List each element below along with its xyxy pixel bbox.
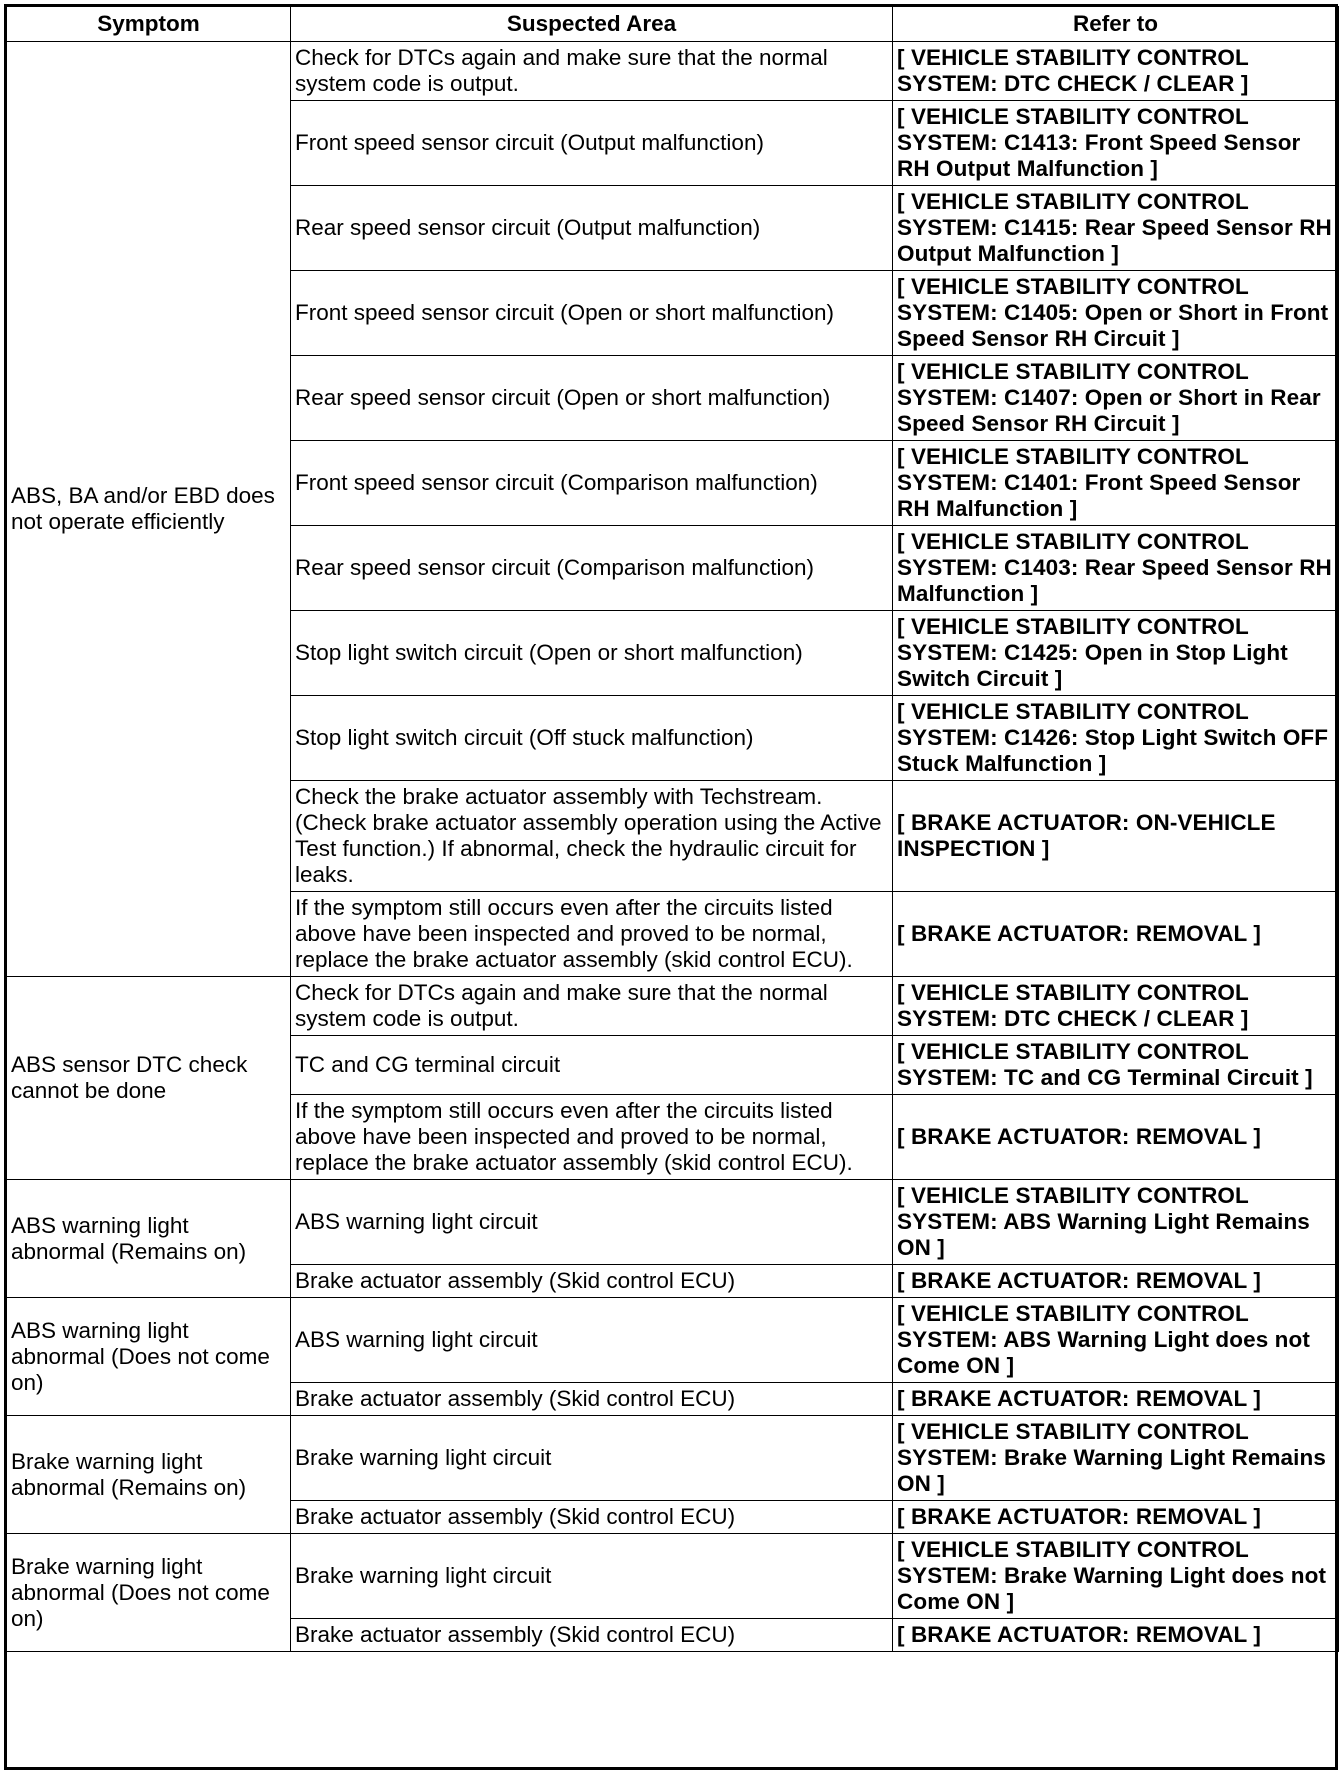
refer-to-cell: [ VEHICLE STABILITY CONTROL SYSTEM: C1403: Rear Speed Sensor RH Malfunction ] bbox=[893, 526, 1339, 611]
refer-to-cell: [ VEHICLE STABILITY CONTROL SYSTEM: C1405: Open or Short in Front Speed Sensor RH Circuit ] bbox=[893, 271, 1339, 356]
refer-to-cell: [ BRAKE ACTUATOR: REMOVAL ] bbox=[893, 1095, 1339, 1180]
refer-to-cell: [ BRAKE ACTUATOR: REMOVAL ] bbox=[893, 892, 1339, 977]
suspected-area-cell: ABS warning light circuit bbox=[291, 1180, 893, 1265]
table-row bbox=[7, 1298, 1339, 1383]
suspected-area-cell: If the symptom still occurs even after the circuits listed above have been inspected and proved to be normal, replace the brake actuator assembly (skid control ECU). bbox=[291, 1095, 893, 1180]
refer-to-cell: [ VEHICLE STABILITY CONTROL SYSTEM: DTC CHECK / CLEAR ] bbox=[893, 977, 1339, 1036]
suspected-area-cell: If the symptom still occurs even after the circuits listed above have been inspected and proved to be normal, replace the brake actuator assembly (skid control ECU). bbox=[291, 892, 893, 977]
suspected-area-cell: Stop light switch circuit (Open or short malfunction) bbox=[291, 611, 893, 696]
refer-to-cell: [ BRAKE ACTUATOR: REMOVAL ] bbox=[893, 1265, 1339, 1298]
refer-to-cell: [ VEHICLE STABILITY CONTROL SYSTEM: TC and CG Terminal Circuit ] bbox=[893, 1036, 1339, 1095]
refer-to-cell: [ VEHICLE STABILITY CONTROL SYSTEM: Brake Warning Light does not Come ON ] bbox=[893, 1534, 1339, 1619]
refer-to-cell: [ BRAKE ACTUATOR: ON-VEHICLE INSPECTION ] bbox=[893, 781, 1339, 892]
symptom-cell: Brake warning light abnormal (Does not come on) bbox=[7, 1534, 291, 1652]
refer-to-cell: [ BRAKE ACTUATOR: REMOVAL ] bbox=[893, 1383, 1339, 1416]
header-symptom: Symptom bbox=[7, 7, 291, 42]
refer-to-cell: [ VEHICLE STABILITY CONTROL SYSTEM: ABS Warning Light Remains ON ] bbox=[893, 1180, 1339, 1265]
table-header-row bbox=[7, 7, 1339, 42]
suspected-area-cell: Check the brake actuator assembly with Techstream. (Check brake actuator assembly operation using the Active Test function.) If abnormal, check the hydraulic circuit for leaks. bbox=[291, 781, 893, 892]
suspected-area-cell: Brake warning light circuit bbox=[291, 1416, 893, 1501]
symptom-table-container bbox=[6, 6, 1338, 1652]
symptom-cell: Brake warning light abnormal (Remains on) bbox=[7, 1416, 291, 1534]
header-refer-to: Refer to bbox=[893, 7, 1339, 42]
suspected-area-cell: ABS warning light circuit bbox=[291, 1298, 893, 1383]
refer-to-cell: [ VEHICLE STABILITY CONTROL SYSTEM: C1413: Front Speed Sensor RH Output Malfunction ] bbox=[893, 101, 1339, 186]
refer-to-cell: [ VEHICLE STABILITY CONTROL SYSTEM: Brake Warning Light Remains ON ] bbox=[893, 1416, 1339, 1501]
suspected-area-cell: Check for DTCs again and make sure that the normal system code is output. bbox=[291, 42, 893, 101]
refer-to-cell: [ VEHICLE STABILITY CONTROL SYSTEM: C1401: Front Speed Sensor RH Malfunction ] bbox=[893, 441, 1339, 526]
suspected-area-cell: Front speed sensor circuit (Output malfunction) bbox=[291, 101, 893, 186]
table-row bbox=[7, 1534, 1339, 1619]
refer-to-cell: [ BRAKE ACTUATOR: REMOVAL ] bbox=[893, 1619, 1339, 1652]
suspected-area-cell: Brake actuator assembly (Skid control ECU) bbox=[291, 1619, 893, 1652]
table-row bbox=[7, 1416, 1339, 1501]
symptom-cell: ABS warning light abnormal (Remains on) bbox=[7, 1180, 291, 1298]
suspected-area-cell: Rear speed sensor circuit (Open or short malfunction) bbox=[291, 356, 893, 441]
refer-to-cell: [ BRAKE ACTUATOR: REMOVAL ] bbox=[893, 1501, 1339, 1534]
symptom-table bbox=[6, 6, 1339, 1652]
symptom-cell: ABS sensor DTC check cannot be done bbox=[7, 977, 291, 1180]
suspected-area-cell: TC and CG terminal circuit bbox=[291, 1036, 893, 1095]
suspected-area-cell: Brake actuator assembly (Skid control ECU) bbox=[291, 1383, 893, 1416]
refer-to-cell: [ VEHICLE STABILITY CONTROL SYSTEM: C1426: Stop Light Switch OFF Stuck Malfunction ] bbox=[893, 696, 1339, 781]
suspected-area-cell: Front speed sensor circuit (Open or short malfunction) bbox=[291, 271, 893, 356]
suspected-area-cell: Rear speed sensor circuit (Comparison malfunction) bbox=[291, 526, 893, 611]
refer-to-cell: [ VEHICLE STABILITY CONTROL SYSTEM: C1415: Rear Speed Sensor RH Output Malfunction ] bbox=[893, 186, 1339, 271]
symptom-cell: ABS warning light abnormal (Does not come on) bbox=[7, 1298, 291, 1416]
suspected-area-cell: Rear speed sensor circuit (Output malfunction) bbox=[291, 186, 893, 271]
suspected-area-cell: Stop light switch circuit (Off stuck malfunction) bbox=[291, 696, 893, 781]
symptom-cell: ABS, BA and/or EBD does not operate efficiently bbox=[7, 42, 291, 977]
refer-to-cell: [ VEHICLE STABILITY CONTROL SYSTEM: C1407: Open or Short in Rear Speed Sensor RH Circuit ] bbox=[893, 356, 1339, 441]
table-body bbox=[7, 42, 1339, 1652]
refer-to-cell: [ VEHICLE STABILITY CONTROL SYSTEM: C1425: Open in Stop Light Switch Circuit ] bbox=[893, 611, 1339, 696]
table-row bbox=[7, 977, 1339, 1036]
refer-to-cell: [ VEHICLE STABILITY CONTROL SYSTEM: ABS Warning Light does not Come ON ] bbox=[893, 1298, 1339, 1383]
table-row bbox=[7, 42, 1339, 101]
suspected-area-cell: Brake warning light circuit bbox=[291, 1534, 893, 1619]
suspected-area-cell: Brake actuator assembly (Skid control ECU) bbox=[291, 1265, 893, 1298]
suspected-area-cell: Check for DTCs again and make sure that the normal system code is output. bbox=[291, 977, 893, 1036]
table-row bbox=[7, 1180, 1339, 1265]
suspected-area-cell: Front speed sensor circuit (Comparison malfunction) bbox=[291, 441, 893, 526]
header-suspected-area: Suspected Area bbox=[291, 7, 893, 42]
suspected-area-cell: Brake actuator assembly (Skid control ECU) bbox=[291, 1501, 893, 1534]
refer-to-cell: [ VEHICLE STABILITY CONTROL SYSTEM: DTC CHECK / CLEAR ] bbox=[893, 42, 1339, 101]
